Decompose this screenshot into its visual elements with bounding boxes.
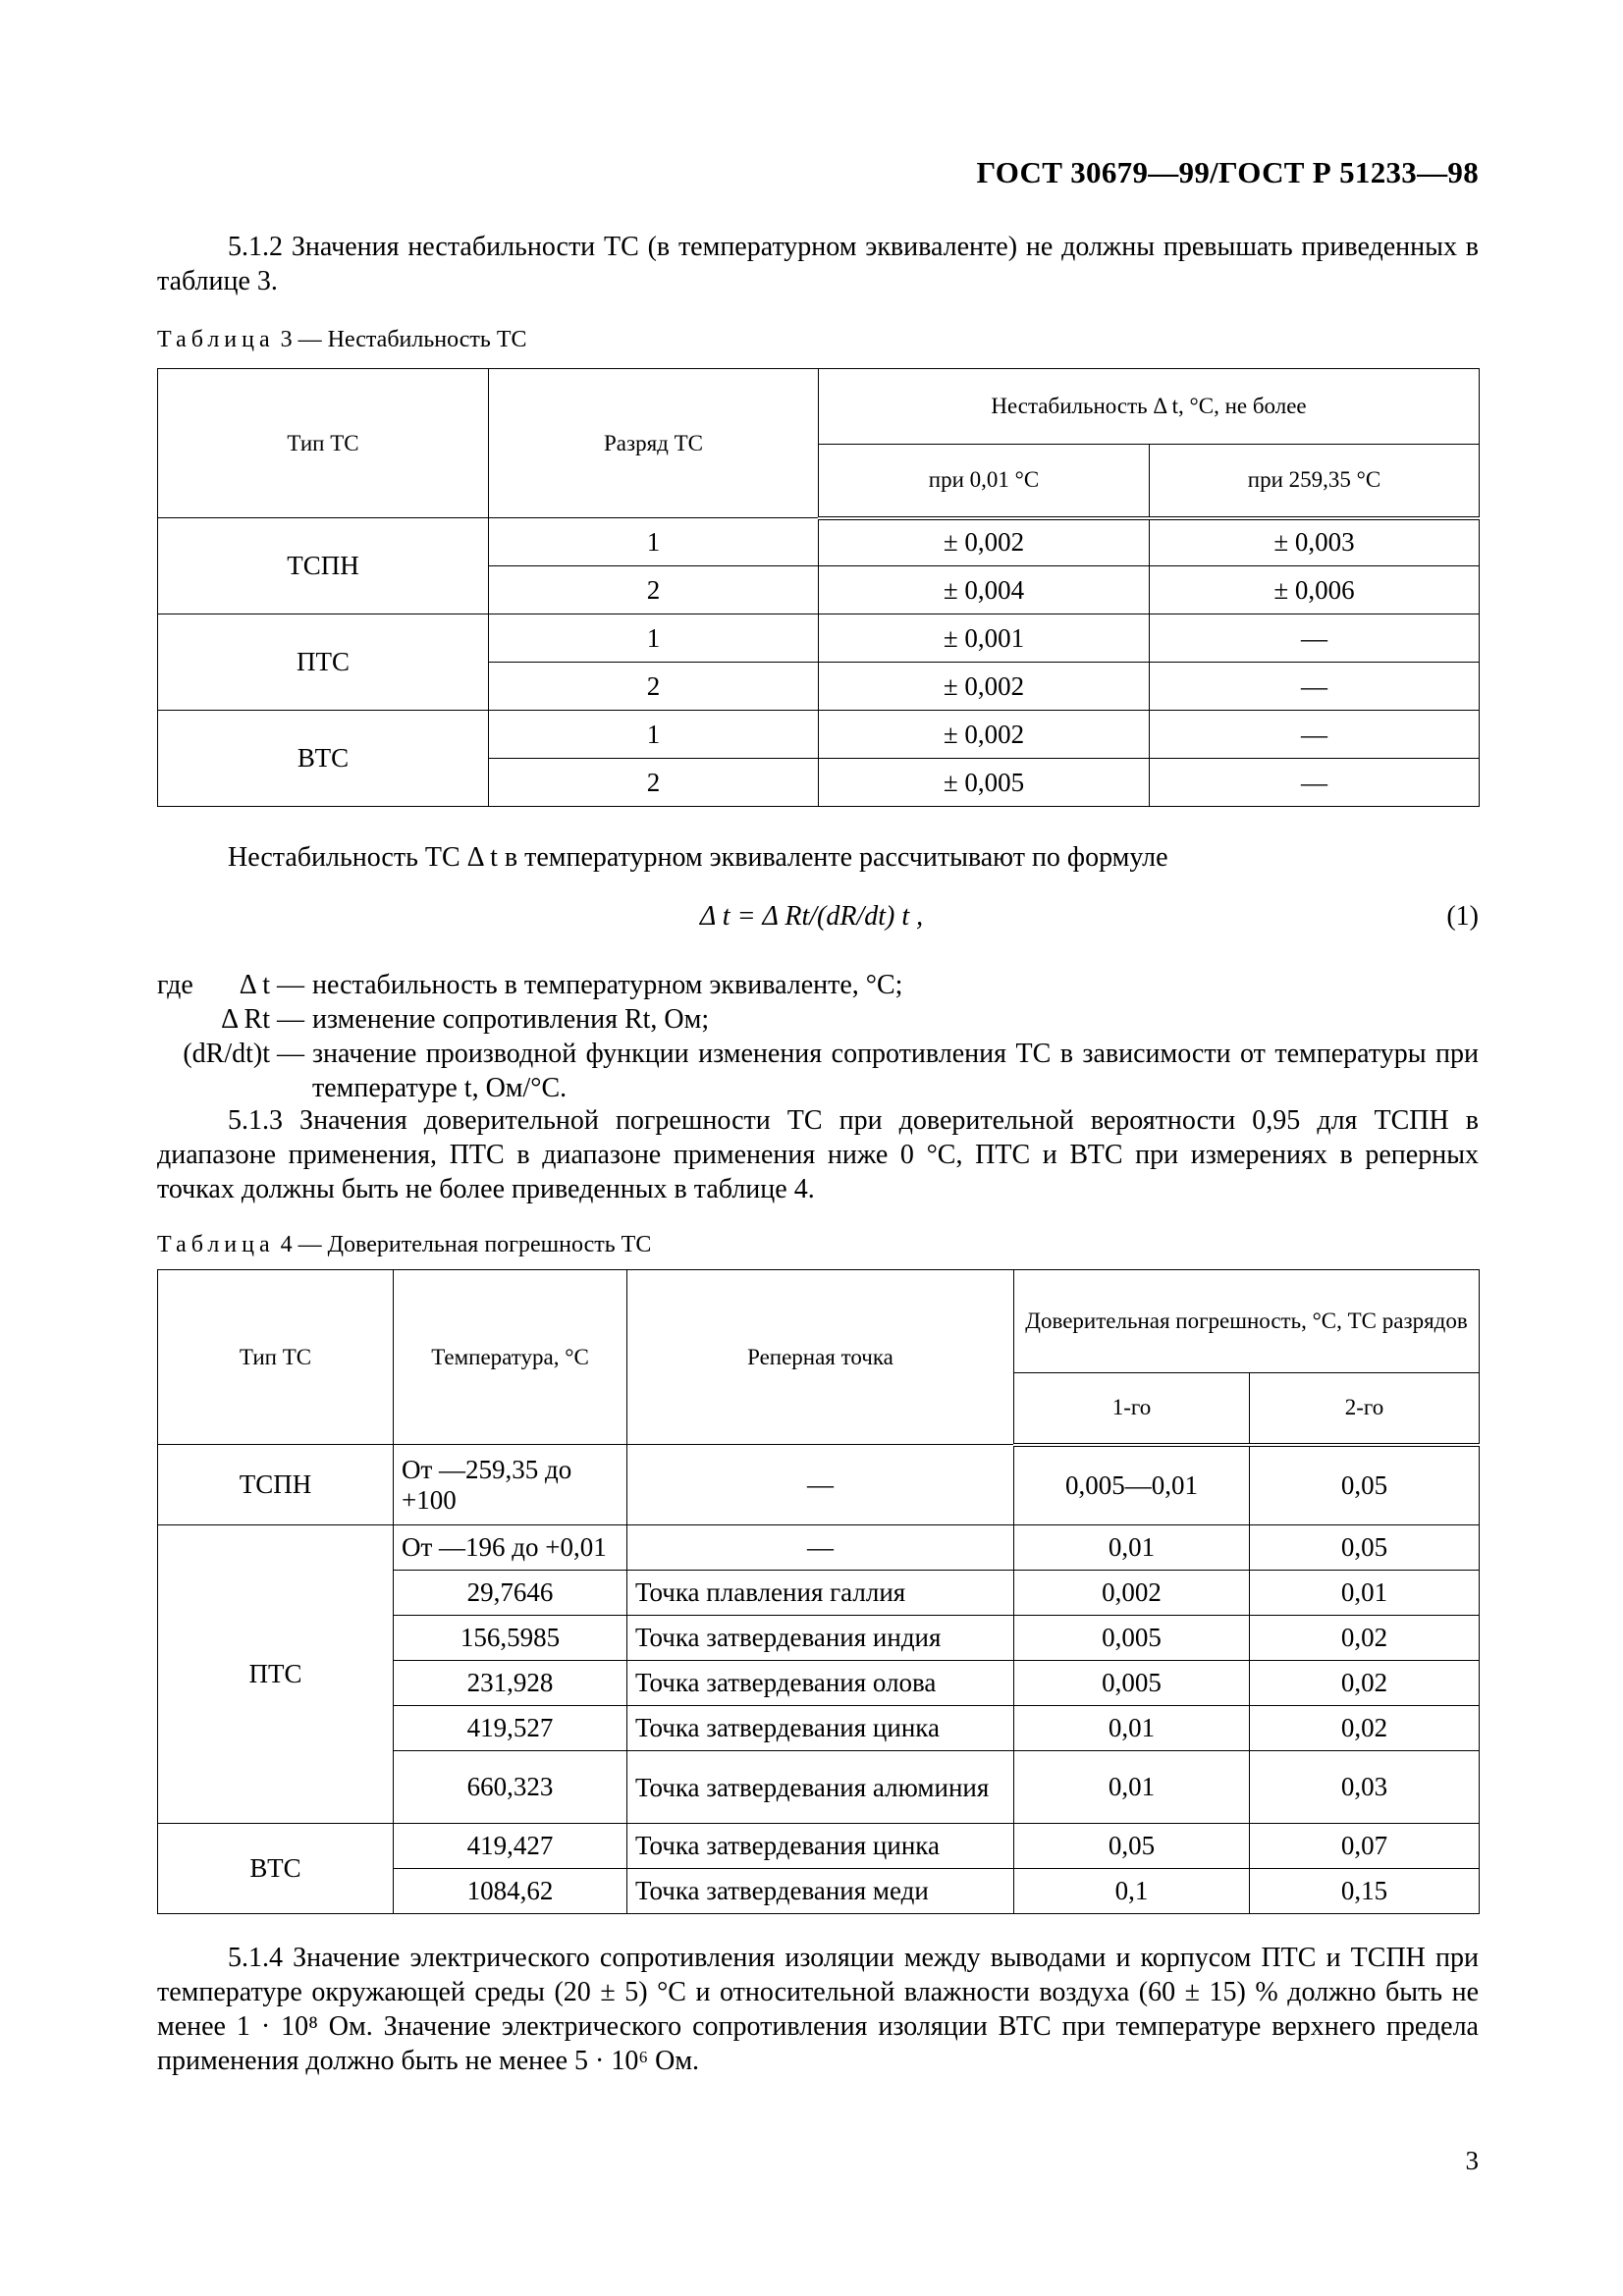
table4-caption — [157, 1232, 651, 1258]
t4-head-temp: Температура, °С — [394, 1270, 627, 1445]
t4-err1-cell: 0,01 — [1014, 1751, 1250, 1824]
table4 — [157, 1269, 1480, 1914]
t4-type-cell: ПТС — [158, 1525, 394, 1824]
t4-temp-cell: От —196 до +0,01 — [394, 1525, 627, 1571]
t4-point-cell: Точка затвердевания олова — [627, 1661, 1014, 1706]
t3-grade-cell: 2 — [489, 759, 819, 807]
t3-head-instab: Нестабильность Δ t, °С, не более — [819, 369, 1480, 445]
t4-err2-cell: 0,02 — [1250, 1616, 1480, 1661]
t4-err1-cell: 0,05 — [1014, 1824, 1250, 1869]
t4-head-type: Тип ТС — [158, 1270, 394, 1445]
t3-value-cell: ± 0,006 — [1150, 566, 1480, 614]
t3-value-cell: ± 0,002 — [819, 711, 1150, 759]
t4-err1-cell: 0,1 — [1014, 1869, 1250, 1914]
t3-value-cell: — — [1150, 711, 1480, 759]
t4-err2-cell: 0,03 — [1250, 1751, 1480, 1824]
formula-number: (1) — [1446, 901, 1479, 932]
t3-value-cell: ± 0,002 — [819, 663, 1150, 711]
t3-head-grade: Разряд ТС — [489, 369, 819, 518]
t4-err1-cell: 0,002 — [1014, 1571, 1250, 1616]
t4-head-grade1: 1-го — [1014, 1373, 1250, 1445]
t4-temp-cell: 231,928 — [394, 1661, 627, 1706]
t3-grade-cell: 2 — [489, 663, 819, 711]
t4-temp-cell: 660,323 — [394, 1751, 627, 1824]
t3-value-cell: ± 0,002 — [819, 518, 1150, 566]
def-text: нестабильность в температурном эквиваленте, °С; — [312, 970, 903, 1000]
t4-err1-cell: 0,005 — [1014, 1616, 1250, 1661]
t3-head-at259: при 259,35 °С — [1150, 445, 1480, 518]
def-term: Δ Rt — — [221, 1004, 304, 1035]
t4-head-grade2: 2-го — [1250, 1373, 1480, 1445]
t4-type-cell: ТСПН — [158, 1445, 394, 1525]
t3-type-cell: ВТС — [158, 711, 489, 807]
t4-point-cell: Точка затвердевания цинка — [627, 1706, 1014, 1751]
t3-value-cell: ± 0,001 — [819, 614, 1150, 663]
t3-value-cell: — — [1150, 614, 1480, 663]
t4-err2-cell: 0,15 — [1250, 1869, 1480, 1914]
table3-caption — [157, 327, 527, 353]
t3-head-type: Тип ТС — [158, 369, 489, 518]
t4-temp-cell: 1084,62 — [394, 1869, 627, 1914]
t3-grade-cell: 1 — [489, 711, 819, 759]
t3-type-cell: ТСПН — [158, 518, 489, 614]
t3-value-cell: — — [1150, 663, 1480, 711]
t4-point-cell: — — [627, 1445, 1014, 1525]
def-term: (dR/dt)t — — [183, 1039, 304, 1069]
t3-head-at001: при 0,01 °С — [819, 445, 1150, 518]
t4-point-cell: Точка затвердевания алюминия — [627, 1751, 1014, 1824]
where-word: где — [157, 970, 193, 1000]
t4-temp-cell: 156,5985 — [394, 1616, 627, 1661]
table3 — [157, 368, 1480, 807]
def-text: значение производной функции изменения сопротивления ТС в зависимости от температуры при температуре t, Ом/°С. — [312, 1039, 1479, 1103]
table3-caption-text: 3 — Нестабильность ТС — [280, 327, 527, 352]
t4-point-cell: Точка плавления галлия — [627, 1571, 1014, 1616]
t4-err1-cell: 0,005—0,01 — [1014, 1445, 1250, 1525]
table4-caption-word: Таблица — [157, 1232, 275, 1257]
paragraph-5-1-2: 5.1.2 Значения нестабильности ТС (в температурном эквиваленте) не должны превышать приведенных в таблице 3. — [157, 232, 1479, 296]
t4-err2-cell: 0,05 — [1250, 1445, 1480, 1525]
t3-value-cell: ± 0,004 — [819, 566, 1150, 614]
t4-head-point: Реперная точка — [627, 1270, 1014, 1445]
paragraph-5-1-3: 5.1.3 Значения доверительной погрешности ТС при доверительной вероятности 0,95 для ТСПН в диапазоне применения, ПТС в диапазоне применения ниже 0 °С, ПТС и ВТС при измерениях в реперных точках должны быть не более приведенных в таблице 4. — [157, 1105, 1479, 1204]
where-definitions — [157, 968, 1479, 1105]
page-number: 3 — [1465, 2146, 1479, 2175]
t4-temp-cell: 29,7646 — [394, 1571, 627, 1616]
t4-point-cell: Точка затвердевания цинка — [627, 1824, 1014, 1869]
t4-point-cell: Точка затвердевания индия — [627, 1616, 1014, 1661]
t4-err1-cell: 0,005 — [1014, 1661, 1250, 1706]
t3-value-cell: ± 0,003 — [1150, 518, 1480, 566]
t4-point-cell: — — [627, 1525, 1014, 1571]
t4-head-error: Доверительная погрешность, °С, ТС разрядов — [1014, 1270, 1480, 1373]
t4-temp-cell: 419,527 — [394, 1706, 627, 1751]
table3-caption-word: Таблица — [157, 327, 275, 352]
t3-grade-cell: 1 — [489, 614, 819, 663]
t4-err2-cell: 0,07 — [1250, 1824, 1480, 1869]
t4-err1-cell: 0,01 — [1014, 1525, 1250, 1571]
t4-temp-cell: 419,427 — [394, 1824, 627, 1869]
t4-err2-cell: 0,02 — [1250, 1706, 1480, 1751]
t4-err2-cell: 0,02 — [1250, 1661, 1480, 1706]
def-term: Δ t — — [239, 970, 304, 1000]
t3-value-cell: ± 0,005 — [819, 759, 1150, 807]
table4-caption-text: 4 — Доверительная погрешность ТС — [280, 1232, 652, 1257]
t4-type-cell: ВТС — [158, 1824, 394, 1914]
document-header: ГОСТ 30679—99/ГОСТ Р 51233—98 — [976, 155, 1479, 189]
paragraph-5-1-4: 5.1.4 Значение электрического сопротивления изоляции между выводами и корпусом ПТС и ТСПН при температуре окружающей среды (20 ± 5) °С и относительной влажности воздуха (60 ± 15) % должно быть не менее 1 · 10⁸ Ом. Значение электрического сопротивления изоляции ВТС при температуре верхнего предела применения должно быть не менее 5 · 10⁶ Ом. — [157, 1943, 1479, 2076]
formula-intro: Нестабильность ТС Δ t в температурном эквиваленте рассчитывают по формуле — [228, 842, 1168, 873]
t4-err1-cell: 0,01 — [1014, 1706, 1250, 1751]
t4-point-cell: Точка затвердевания меди — [627, 1869, 1014, 1914]
def-text: изменение сопротивления Rt, Ом; — [312, 1004, 710, 1035]
t3-grade-cell: 1 — [489, 518, 819, 566]
t3-value-cell: — — [1150, 759, 1480, 807]
t3-grade-cell: 2 — [489, 566, 819, 614]
t4-err2-cell: 0,05 — [1250, 1525, 1480, 1571]
t4-err2-cell: 0,01 — [1250, 1571, 1480, 1616]
formula-1: Δ t = Δ Rt/(dR/dt) t , — [699, 901, 924, 932]
t4-temp-cell: От —259,35 до +100 — [394, 1445, 627, 1525]
t3-type-cell: ПТС — [158, 614, 489, 711]
